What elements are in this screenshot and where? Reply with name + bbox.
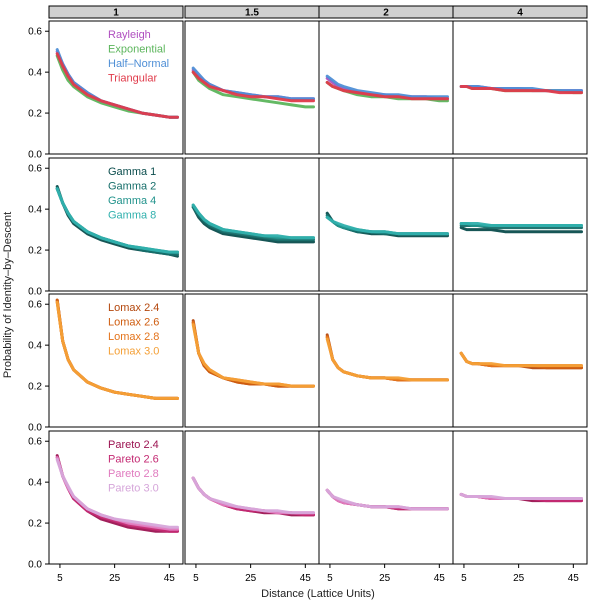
x-tick-label-c3-0: 5 <box>461 573 467 584</box>
strip-label-2: 2 <box>383 7 389 19</box>
series-line-r3-c1-s3 <box>193 478 313 513</box>
x-tick-label-c0-2: 45 <box>163 573 175 584</box>
y-tick-label-r0-2: 0.4 <box>28 67 42 79</box>
legend-entry-r2-2: Lomax 2.8 <box>108 331 160 343</box>
legend-entry-r0-3: Triangular <box>108 72 158 85</box>
legend-entry-r3-0: Pareto 2.4 <box>108 439 159 451</box>
legend-entry-r3-2: Pareto 2.8 <box>108 468 159 480</box>
x-tick-label-c1-2: 45 <box>299 573 311 584</box>
series-line-r1-c2-s3 <box>327 217 447 233</box>
series-line-r3-c2-s3 <box>327 490 447 509</box>
y-tick-label-r2-0: 0.0 <box>28 422 42 434</box>
legend-entry-r1-2: Gamma 4 <box>108 195 157 207</box>
y-tick-label-r1-2: 0.4 <box>28 204 42 216</box>
series-line-r3-c1-s2 <box>193 478 313 513</box>
y-tick-label-r3-0: 0.0 <box>28 559 42 571</box>
series-line-r2-c1-s2 <box>193 323 313 387</box>
x-tick-label-c2-2: 45 <box>433 573 445 584</box>
legend-entry-r1-3: Gamma 8 <box>108 209 157 222</box>
legend-entry-r2-3: Lomax 3.0 <box>108 345 160 358</box>
series-line-r2-c1-s0 <box>193 321 313 387</box>
panel-frame-r2-c3 <box>453 294 587 427</box>
panel-frame-r0-c1 <box>185 21 319 154</box>
y-tick-label-r3-1: 0.2 <box>28 518 42 530</box>
x-tick-label-c2-1: 25 <box>379 573 391 584</box>
y-tick-label-r1-0: 0.0 <box>28 286 42 298</box>
series-line-r1-c1-s3 <box>193 205 313 238</box>
panel-frame-r2-c1 <box>185 294 319 427</box>
series-line-r2-c1-s1 <box>193 323 313 387</box>
strip-label-1: 1.5 <box>245 7 259 19</box>
y-tick-label-r3-3: 0.6 <box>28 436 42 448</box>
series-line-r3-c3-s3 <box>461 494 581 498</box>
series-line-r1-c3-s3 <box>461 224 581 226</box>
y-axis-label: Probability of Identity–by–Descent <box>2 211 14 379</box>
x-tick-label-c0-0: 5 <box>57 573 63 584</box>
y-tick-label-r3-2: 0.4 <box>28 477 42 489</box>
x-tick-label-c1-1: 25 <box>245 573 257 584</box>
x-tick-label-c0-1: 25 <box>109 573 121 584</box>
legend-entry-r2-0: Lomax 2.4 <box>108 302 160 314</box>
legend-entry-r0-1: Exponential <box>108 43 166 56</box>
legend-entry-r0-0: Rayleigh <box>108 29 151 41</box>
y-tick-label-r0-1: 0.2 <box>28 108 42 120</box>
series-line-r2-c3-s3 <box>461 353 581 365</box>
x-axis-label: Distance (Lattice Units) <box>261 588 375 600</box>
series-line-r0-c2-s2 <box>327 76 447 97</box>
series-line-r0-c1-s2 <box>193 68 313 99</box>
x-tick-label-c1-0: 5 <box>193 573 199 584</box>
y-tick-label-r1-1: 0.2 <box>28 245 42 257</box>
y-tick-label-r0-3: 0.6 <box>28 26 42 38</box>
y-tick-label-r2-3: 0.6 <box>28 299 42 311</box>
strip-label-0: 1 <box>113 7 119 19</box>
x-tick-label-c2-0: 5 <box>327 573 333 584</box>
strip-label-3: 4 <box>517 7 523 19</box>
panel-frame-r2-c2 <box>319 294 453 427</box>
y-tick-label-r1-3: 0.6 <box>28 163 42 175</box>
x-tick-label-c3-2: 45 <box>567 573 579 584</box>
series-line-r0-c1-s3 <box>193 72 313 101</box>
legend-entry-r2-1: Lomax 2.6 <box>108 316 160 329</box>
legend-entry-r3-1: Pareto 2.6 <box>108 453 159 466</box>
series-line-r2-c2-s3 <box>327 339 447 380</box>
y-tick-label-r0-0: 0.0 <box>28 149 42 161</box>
y-tick-label-r2-1: 0.2 <box>28 381 42 393</box>
legend-entry-r1-0: Gamma 1 <box>108 166 157 178</box>
legend-entry-r0-2: Half–Normal <box>108 58 170 70</box>
panel-grid <box>28 6 587 584</box>
y-tick-label-r2-2: 0.4 <box>28 340 42 352</box>
legend-entry-r3-3: Pareto 3.0 <box>108 482 159 495</box>
panel-frame-r3-c1 <box>185 431 319 564</box>
legend-entry-r1-1: Gamma 2 <box>108 180 157 193</box>
series-line-r2-c1-s3 <box>193 325 313 386</box>
x-tick-label-c3-1: 25 <box>513 573 525 584</box>
